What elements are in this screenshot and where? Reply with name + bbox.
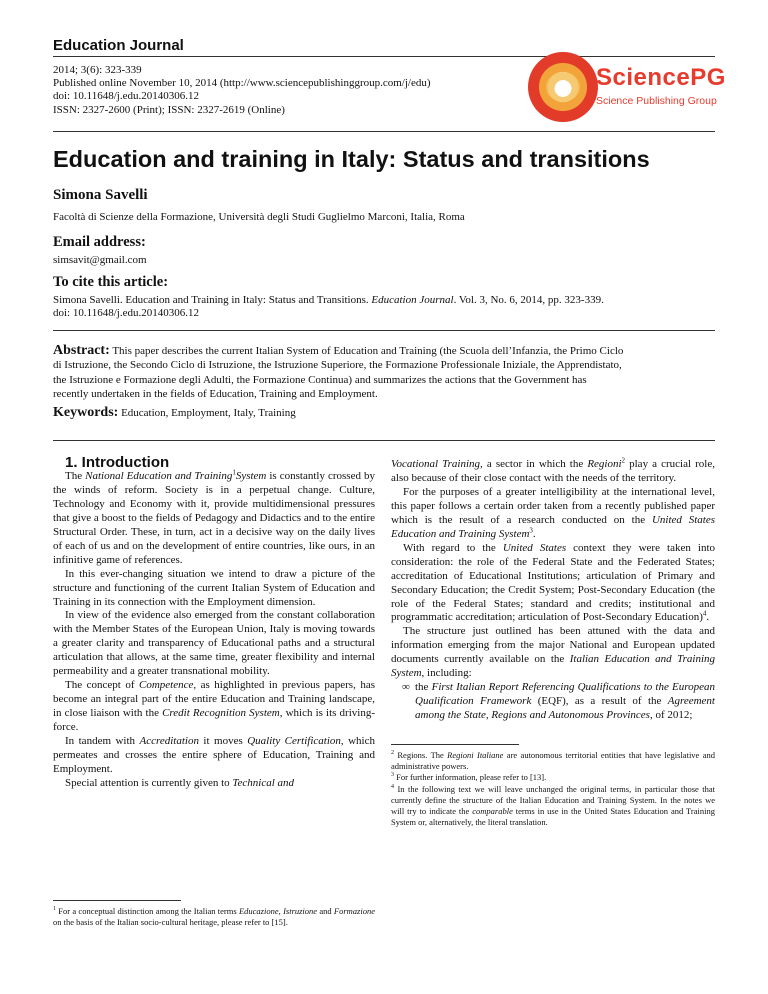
keywords-list: Education, Employment, Italy, Training bbox=[118, 407, 296, 419]
abstract-label: Abstract: bbox=[53, 343, 110, 358]
abstract-line: recently undertaken in the fields of Education, Training and Employment. bbox=[53, 387, 378, 400]
footnote-rule bbox=[53, 900, 181, 901]
left-column bbox=[53, 456, 375, 791]
cite-text: . Vol. 3, No. 6, 2014, pp. 323-339. bbox=[453, 294, 604, 306]
bullet-symbol: ∞ bbox=[402, 681, 410, 694]
cite-journal: Education Journal bbox=[371, 294, 454, 306]
keywords-label: Keywords: bbox=[53, 405, 119, 420]
bullet-list bbox=[391, 681, 715, 723]
paragraph: In this ever-changing situation we intend to draw a picture of the structure and functioning of the current Italian System of Education and Training in its connection with the Employment dimension. bbox=[53, 567, 375, 608]
paragraph: With regard to the United States context they were taken into consideration: the role of the Federal State and the Federated States; accreditation of Educational Institutions; articulation of Primary and Secondary Education; the Credit System; Post-Secondary Education (the role of the Federal States; standard and credits; institutional and programmatic accreditation; articulation of Post-Secondary Education)$^4$. bbox=[391, 541, 716, 624]
section-rule bbox=[53, 440, 715, 441]
meta-line: Published online November 10, 2014 (http://www.sciencepublishinggroup.com/j/edu) bbox=[53, 77, 431, 90]
right-column bbox=[391, 458, 715, 723]
logo-subtitle: Science Publishing Group bbox=[596, 95, 717, 107]
paragraph: In tandem with Accreditation it moves Quality Certification, which permeates and crosses the entire sphere of Education, Training and Employment. bbox=[53, 735, 375, 775]
meta-line: 2014; 3(6): 323-339 bbox=[53, 64, 142, 76]
list-item: ∞ the First Italian Report Referencing Qualifications to the European Qualification Framework (EQF), as a result of the Agreement among the State, Regions and Autonomous Provinces, of 2012; bbox=[402, 681, 715, 722]
paragraph: The structure just outlined has been attuned with the data and information emerging from the major National and European updated documents currently available on the Italian Education and Training System, including: bbox=[391, 625, 715, 680]
abstract-line: This paper describes the current Italian System of Education and Training (the Scuola dell’Infanzia, the Primo Ciclo bbox=[109, 345, 624, 357]
meta-line: doi: 10.11648/j.edu.20140306.12 bbox=[53, 90, 199, 103]
meta-line: ISSN: 2327-2600 (Print); ISSN: 2327-2619 (Online) bbox=[53, 103, 285, 116]
abstract-line: the Istruzione e Formazione degli Adulti, the Formazione Continua) and summarizes the actions that the Government has bbox=[53, 373, 587, 386]
paragraph: Vocational Training, a sector in which the Regioni$^2$ play a crucial role, also because of their close contact with the needs of the territory. bbox=[391, 456, 715, 484]
footnote: $^2$ Regions. The Regioni Italiane are autonomous territorial entities that have legislative and administrative powers. bbox=[391, 750, 715, 772]
section-rule bbox=[53, 330, 715, 331]
abstract-line: di Istruzione, the Secondo Ciclo di Istruzione, the Istruzione Superiore, the Formazione Professionale Iniziale, the Apprendistato, bbox=[53, 359, 622, 372]
footnote-rule bbox=[391, 744, 519, 745]
logo-name: SciencePG bbox=[596, 64, 726, 91]
article-title: Education and training in Italy: Status and transitions bbox=[53, 146, 650, 172]
journal-meta bbox=[53, 64, 431, 117]
abstract bbox=[53, 344, 715, 401]
cite-heading: To cite this article: bbox=[53, 274, 169, 290]
email-heading: Email address: bbox=[53, 234, 146, 250]
paragraph: The National Education and Training$^1$System is constantly crossed by the winds of reform. Society is in a perpetual change. Culture, Technology and Economy with it, provide multidimensional pressures that give a boost to the fields of Pedagogy and Didactics and to the entire Structural Order. These, in turn, act in a decisive way on the daily lives of each of us and on the development of entire countries, like ours, in an infinitive game of references. bbox=[53, 468, 375, 566]
footnote: $^1$ For a conceptual distinction among the Italian terms Educazione, Istruzione and Formazione on the basis of the Italian socio-cultural heritage, please refer to [15]. bbox=[53, 906, 375, 928]
paragraph: In view of the evidence also emerged from the constant collaboration with the Member States of the European Union, Italy is moving towards a greater clarity and transparency of Educational paths and a structural articulation that allows, at the same time, greater flexibility and internal permeability and a greater transnational mobility. bbox=[53, 609, 375, 678]
author-affiliation: Facoltà di Scienze della Formazione, Università degli Studi Guglielmo Marconi, Italia, Roma bbox=[53, 211, 465, 223]
citation bbox=[53, 294, 604, 320]
footnote: $^4$ In the following text we will leave unchanged the original terms, in particular those that currently define the structure of the Italian Education and Training System. In the notes we will try to indicate the comparable terms in use in the United States Education and Training System or, alternatively, the literal translation. bbox=[391, 783, 715, 828]
section-heading: 1. Introduction bbox=[65, 454, 170, 471]
header-rule bbox=[53, 131, 715, 132]
cite-text: Simona Savelli. Education and Training in Italy: Status and Transitions. bbox=[53, 294, 372, 306]
keywords bbox=[53, 405, 296, 421]
journal-name: Education Journal bbox=[53, 37, 184, 54]
paragraph: Special attention is currently given to Technical and bbox=[65, 776, 295, 789]
paragraph: The concept of Competence, as highlighted in previous papers, has become an integral part of the entire Education and Training landscape, in close liaison with the Credit Recognition System, which is its driving-force. bbox=[53, 679, 375, 734]
email-address[interactable] bbox=[53, 254, 147, 267]
author-name: Simona Savelli bbox=[53, 187, 148, 203]
paragraph: For the purposes of a greater intelligibility at the international level, this paper follows a certain order taken from a recently published paper which is the result of a research conducted on the United States Education and Training System$^3$. bbox=[391, 485, 716, 540]
logo-emblem-icon bbox=[528, 52, 598, 122]
cite-doi: doi: 10.11648/j.edu.20140306.12 bbox=[53, 307, 199, 320]
email-text: simsavit@gmail.com bbox=[53, 254, 147, 266]
publisher-logo bbox=[528, 52, 726, 122]
footnote: $^3$ For further information, please refer to [13]. bbox=[391, 772, 547, 783]
footnotes bbox=[391, 750, 715, 828]
